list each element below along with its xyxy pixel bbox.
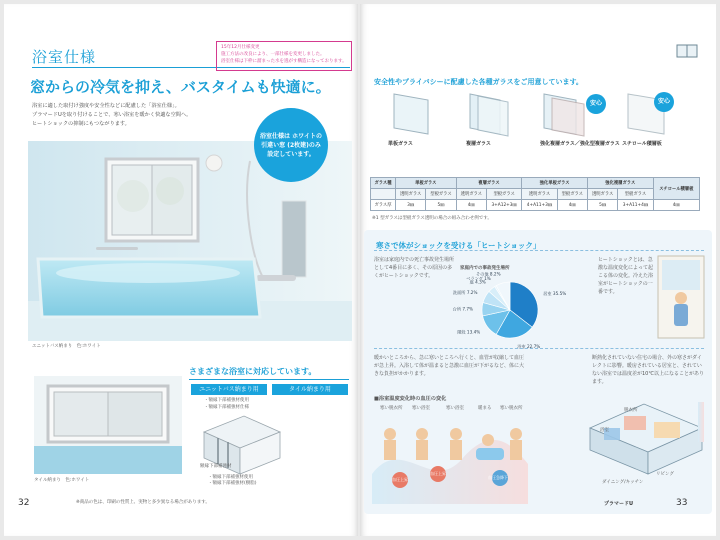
tempered-glass-image [540, 90, 590, 138]
callout-badge: 浴室仕様は ホワイトの引違い窓 (2枚建)のみ 設定しています。 [254, 108, 328, 182]
table-cell: 5㎜ [426, 200, 456, 211]
house-label: リビング [656, 472, 674, 477]
double-glass-image [466, 90, 512, 138]
notice-box [216, 41, 352, 71]
pie-label-6: ベランダ 1% [466, 275, 491, 281]
section-title: 浴室仕様 [32, 48, 97, 66]
insulation-text: 断熱化されていない住宅の場合、外の寒さがダイレクトに影響。暖房されている居室と、されていない浴室では温度差が10℃以上になることがあります。 [592, 355, 704, 385]
temp-step: 寒い浴室 [412, 406, 430, 411]
glass-name: 強化複層ガラス／強化型複層ガラス [540, 141, 620, 147]
left-page [4, 4, 358, 536]
heatshock-divider [374, 250, 704, 251]
brand-name: プラマードU [604, 501, 634, 507]
table-cell [371, 189, 396, 200]
temp-text: 暖かいところから、急に寒いところへ行くと、血管が収縮して血圧が急上昇。入浴して体が温まると急激に血圧が下がるなど、体に大きな負担がかかります。 [374, 355, 525, 377]
table-cell: 型板ガラス [618, 189, 653, 200]
table-cell: 強化複層ガラス [587, 178, 653, 189]
accident-location-pie-chart [452, 271, 567, 349]
table-cell: ガラス種 [371, 178, 396, 189]
right-page [360, 4, 716, 536]
notice-line: 浴室仕様は下枠に溜まった水を逃がす構造になっております。 [221, 59, 347, 64]
table-row [371, 178, 700, 189]
section-divider [374, 348, 704, 349]
bp-tag: 血圧急降下 [488, 475, 508, 480]
pie-label-4: 洗面所 7.2% [452, 289, 478, 295]
unit-note: ・額縁下部補強材仕様 [204, 405, 249, 410]
glass-name: 単板ガラス [388, 141, 413, 147]
safety-badge: 安心 [654, 92, 674, 112]
diagram-label: 額縁下部補強材 [200, 464, 232, 469]
glass-name: スチロール積層板 [622, 141, 662, 147]
temp-heading: ■浴室温度変化時の血圧の変化 [374, 396, 447, 402]
table-cell: 強化単板ガラス [522, 178, 588, 189]
table-cell: 3㎜ [395, 200, 425, 211]
heatshock-text-left: 浴室は家庭内での死亡事故発生場所として4番目に多く、その原因の多くがヒートショックです。 [374, 257, 455, 279]
subheading: さまざまな浴室に対応しています。 [189, 367, 317, 376]
intro-text [32, 102, 242, 129]
table-cell: 型板ガラス [486, 189, 521, 200]
house-label: 浴室 [600, 428, 609, 433]
temp-step: 寒い脱衣所 [500, 406, 523, 411]
heatshock-text-right: ヒートショックとは、急激な温度変化によって起こる体の変化。冷えた浴室がヒートショックの一番です。 [598, 257, 654, 295]
table-cell: 4㎜ [456, 200, 486, 211]
tag-tile: タイル納まり用 [272, 384, 348, 395]
safety-badge: 安心 [586, 94, 606, 114]
glass-spec-table [370, 177, 700, 211]
pie-label-2: 階段 13.4% [457, 329, 481, 335]
page-number-right: 33 [676, 498, 688, 508]
intro-line: プラマードUを取り付けることで、寒い浴室を暖かく快適な空間へ。 [32, 112, 192, 118]
blood-pressure-illustration [372, 404, 528, 504]
tile-window-photo [34, 376, 182, 474]
table-cell: スチロール積層板 [653, 178, 699, 200]
table-cell: 4㎜ [653, 200, 699, 211]
table-cell: 透明ガラス [456, 189, 486, 200]
person-illustration [656, 254, 706, 340]
table-cell: 透明ガラス [587, 189, 617, 200]
page-number-left: 32 [18, 498, 30, 508]
intro-line: 浴室に適した取付け強度や安全性などに配慮した「浴室仕様」。 [32, 103, 180, 109]
table-cell: 単板ガラス [395, 178, 456, 189]
table-cell: 4㎜ [557, 200, 587, 211]
table-note: ※1 型ガラスは型板ガラス透明の場合の組み合わせ例です。 [372, 216, 492, 221]
bp-tag: 血圧上昇 [430, 471, 446, 476]
table-cell: 3+A12+3㎜ [486, 200, 521, 211]
table-row [371, 189, 700, 200]
pie-title: 家庭内での事故発生場所 [460, 266, 510, 271]
caption-bath: ユニットバス納まり 色:ホワイト [32, 344, 101, 349]
headline: 窓からの冷気を抑え、バスタイムも快適に。 [30, 78, 331, 96]
intro-line: ヒートショックの抑制にもつながります。 [32, 121, 130, 127]
temp-step: 寒い脱衣所 [380, 406, 403, 411]
notice-line: 施工方法の改良により、一部仕様を変更しました。 [221, 52, 325, 57]
table-row [371, 200, 700, 211]
table-cell: 5㎜ [587, 200, 617, 211]
tag-unit-bath: ユニットバス納まり用 [191, 384, 267, 395]
diagram-label: ・額縁下部補強材(樹脂) [208, 481, 257, 486]
pie-label-0: 居室 35.5% [543, 291, 567, 297]
table-cell: 型板ガラス [557, 189, 587, 200]
temp-step: 暖まる [478, 406, 492, 411]
notice-line: 15年12月仕様変更 [221, 45, 260, 50]
subheading-divider [189, 379, 349, 380]
table-cell: ガラス厚 [371, 200, 396, 211]
glass-heading: 安全性やプライバシーに配慮した各種ガラスをご用意しています。 [374, 78, 583, 86]
table-cell: 透明ガラス [522, 189, 557, 200]
window-icon [676, 44, 698, 58]
table-cell: 3+A11+4㎜ [618, 200, 653, 211]
heatshock-title: 寒さで体がショックを受ける「ヒートショック」 [376, 241, 541, 250]
bp-tag: 血圧上昇 [392, 477, 408, 482]
temp-step: 寒い浴室 [446, 406, 464, 411]
pie-label-1: 浴室 22.7% [517, 343, 541, 349]
footnote: ※商品の色は、印刷の性質上、実物と多少異なる場合があります。 [76, 500, 210, 505]
table-cell: 型板ガラス [426, 189, 456, 200]
pie-label-5: 庭 4.3% [469, 279, 486, 285]
house-label: ダイニング/キッチン [602, 480, 644, 485]
table-cell: 4+A11+3㎜ [522, 200, 557, 211]
table-cell: 透明ガラス [395, 189, 425, 200]
pie-label-7: その他 8.2% [476, 271, 501, 277]
house-label: 脱衣所 [624, 408, 638, 413]
glass-name: 複層ガラス [466, 141, 491, 147]
pie-label-3: 台所 7.7% [452, 306, 474, 312]
unit-note: ・額縁下部補強材使用 [204, 398, 249, 403]
diagram-label: ・額縁下部補強材使用 [208, 475, 253, 480]
caption-tile: タイル納まり 色:ホワイト [34, 478, 90, 483]
table-cell: 複層ガラス [456, 178, 522, 189]
house-thermal-diagram [584, 398, 708, 478]
single-glass-image [388, 90, 434, 138]
